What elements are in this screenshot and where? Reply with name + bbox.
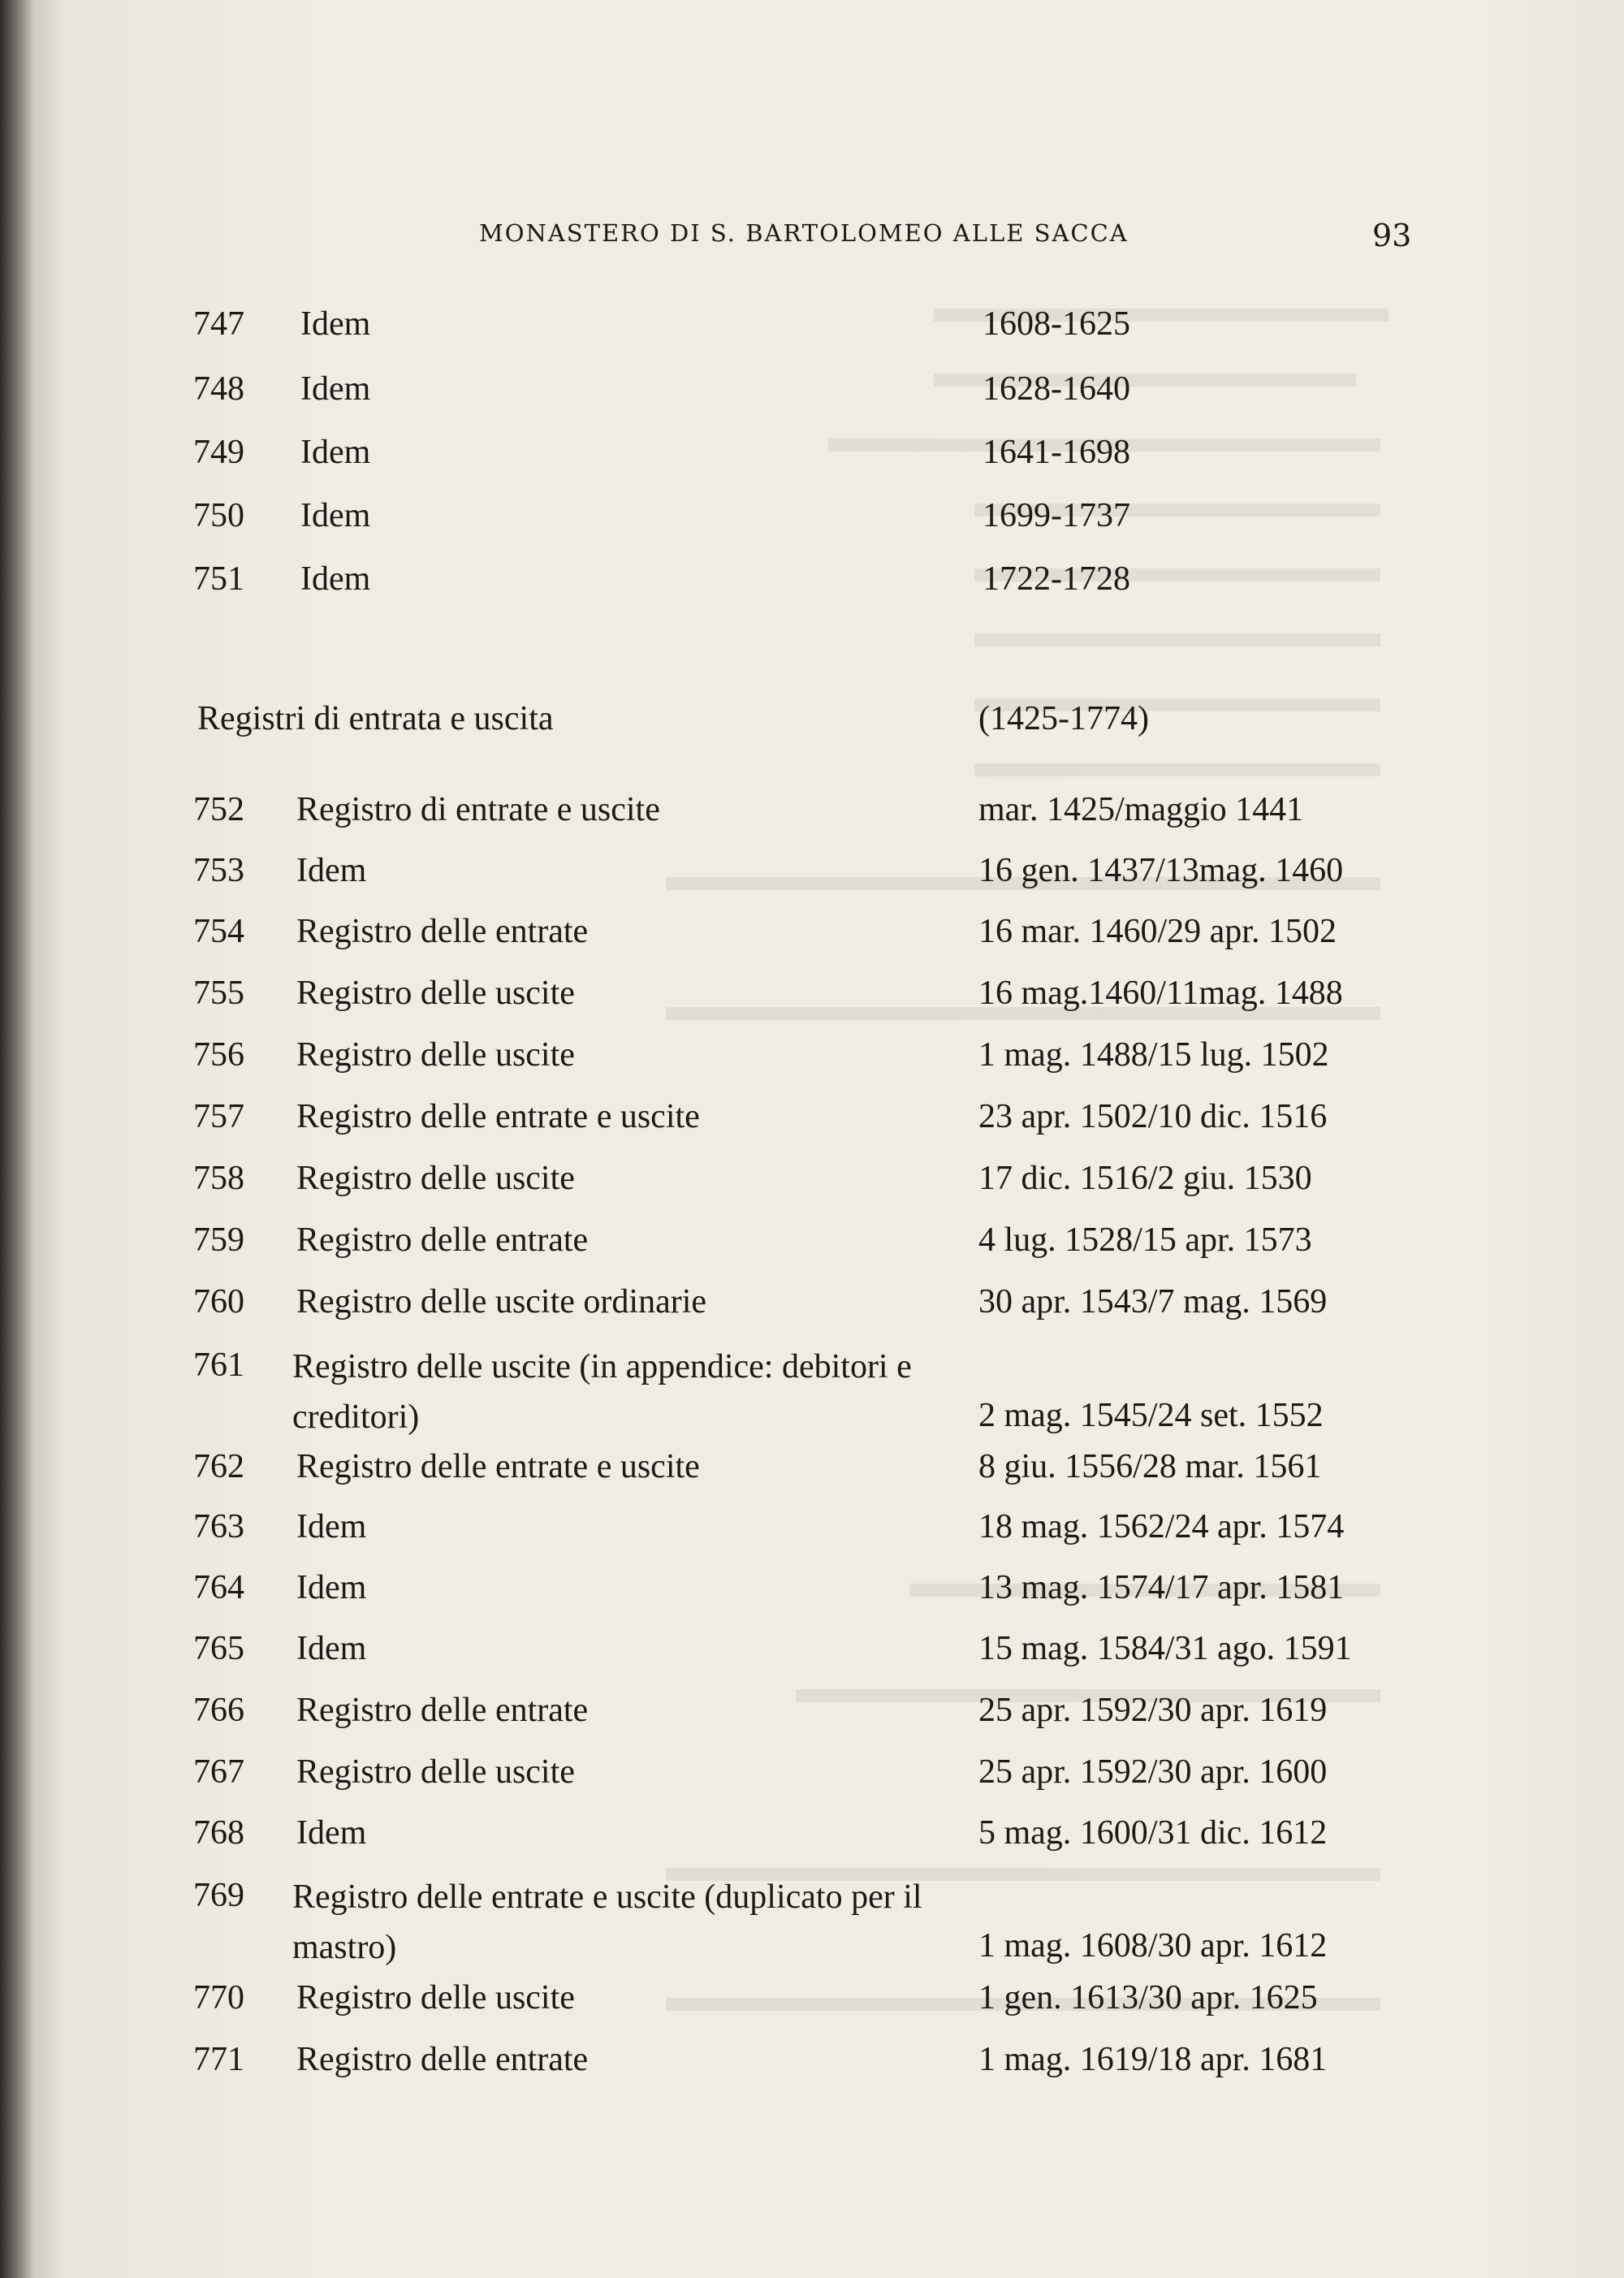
entry-date: 5 mag. 1600/31 dic. 1612 bbox=[978, 1814, 1328, 1852]
entry-description: Idem bbox=[300, 434, 371, 471]
entry-date: 16 gen. 1437/13mag. 1460 bbox=[978, 852, 1344, 889]
entry-description: Registro delle entrate bbox=[296, 1692, 589, 1729]
entry-description: Registro delle entrate e uscite (duplicato per il mastro) bbox=[292, 1878, 922, 1966]
entry-date: 25 apr. 1592/30 apr. 1619 bbox=[978, 1692, 1328, 1729]
entry-date: 23 apr. 1502/10 dic. 1516 bbox=[978, 1098, 1328, 1135]
entry-description: Registro delle entrate bbox=[296, 913, 589, 950]
entry-description: Registro delle uscite ordinarie bbox=[296, 1283, 707, 1321]
entry-description: Registro di entrate e uscite bbox=[296, 791, 660, 828]
entry-description: Registro delle entrate e uscite bbox=[296, 1448, 700, 1485]
entry-date: 1641-1698 bbox=[983, 434, 1130, 471]
entry-description: Registro delle uscite bbox=[296, 1160, 575, 1197]
entry-description: Registro delle uscite (in appendice: debitori e creditori) bbox=[292, 1348, 912, 1436]
entry-description: Idem bbox=[296, 1814, 367, 1852]
entry-number: 758 bbox=[193, 1160, 244, 1197]
entry-number: 756 bbox=[193, 1036, 244, 1074]
section-date-range: (1425-1774) bbox=[978, 700, 1149, 737]
entry-date: 17 dic. 1516/2 giu. 1530 bbox=[978, 1160, 1312, 1197]
page-number: 93 bbox=[1372, 218, 1412, 253]
entry-date: 4 lug. 1528/15 apr. 1573 bbox=[978, 1221, 1312, 1259]
entry-date: 25 apr. 1592/30 apr. 1600 bbox=[978, 1753, 1328, 1791]
entry-description: Idem bbox=[300, 370, 371, 408]
entry-description: Idem bbox=[300, 560, 371, 598]
entry-date: 1699-1737 bbox=[983, 497, 1130, 534]
entry-number: 753 bbox=[193, 852, 244, 889]
entry-description: Idem bbox=[296, 852, 367, 889]
entry-number: 766 bbox=[193, 1692, 244, 1729]
entry-number: 754 bbox=[193, 913, 244, 950]
entry-date: 13 mag. 1574/17 apr. 1581 bbox=[978, 1569, 1345, 1606]
entry-date: 30 apr. 1543/7 mag. 1569 bbox=[978, 1283, 1328, 1321]
entry-number: 764 bbox=[193, 1569, 244, 1606]
entry-date: 1 mag. 1619/18 apr. 1681 bbox=[978, 2041, 1328, 2078]
entry-number: 757 bbox=[193, 1098, 244, 1135]
entry-date: 1 mag. 1608/30 apr. 1612 bbox=[978, 1927, 1328, 1965]
entry-date: 16 mag.1460/11mag. 1488 bbox=[978, 975, 1343, 1012]
entry-number: 763 bbox=[193, 1508, 244, 1545]
entry-date: 1608-1625 bbox=[983, 305, 1130, 343]
entry-number: 752 bbox=[193, 791, 244, 828]
entry-date: 1628-1640 bbox=[983, 370, 1130, 408]
entry-description: Registro delle uscite bbox=[296, 1753, 575, 1791]
entry-number: 768 bbox=[193, 1814, 244, 1852]
entry-description: Idem bbox=[296, 1630, 367, 1667]
entry-number: 761 bbox=[193, 1346, 244, 1384]
entry-number: 771 bbox=[193, 2041, 244, 2078]
entry-date: 1 mag. 1488/15 lug. 1502 bbox=[978, 1036, 1329, 1074]
entry-number: 755 bbox=[193, 975, 244, 1012]
entry-number: 770 bbox=[193, 1979, 244, 2016]
entry-description: Idem bbox=[300, 305, 371, 343]
entry-number: 765 bbox=[193, 1630, 244, 1667]
section-title: Registri di entrata e uscita bbox=[197, 700, 554, 737]
entry-description: Registro delle uscite bbox=[296, 975, 575, 1012]
entry-number: 762 bbox=[193, 1448, 244, 1485]
entry-description: Registro delle uscite bbox=[296, 1036, 575, 1074]
entry-date: 1722-1728 bbox=[983, 560, 1130, 598]
entry-number: 751 bbox=[193, 560, 244, 598]
entry-date: 1 gen. 1613/30 apr. 1625 bbox=[978, 1979, 1318, 2016]
entry-date: 16 mar. 1460/29 apr. 1502 bbox=[978, 913, 1337, 950]
entry-description: Registro delle entrate bbox=[296, 1221, 589, 1259]
entry-number: 747 bbox=[193, 305, 244, 343]
running-head: MONASTERO DI S. BARTOLOMEO ALLE SACCA bbox=[479, 219, 1129, 247]
entry-date: 2 mag. 1545/24 set. 1552 bbox=[978, 1397, 1324, 1434]
entry-description: Idem bbox=[296, 1569, 367, 1606]
entry-date: 15 mag. 1584/31 ago. 1591 bbox=[978, 1630, 1352, 1667]
entry-date: 8 giu. 1556/28 mar. 1561 bbox=[978, 1448, 1322, 1485]
entry-number: 749 bbox=[193, 434, 244, 471]
entry-number: 750 bbox=[193, 497, 244, 534]
entry-number: 760 bbox=[193, 1283, 244, 1321]
entry-number: 759 bbox=[193, 1221, 244, 1259]
entry-date: mar. 1425/maggio 1441 bbox=[978, 791, 1304, 828]
entry-description: Idem bbox=[296, 1508, 367, 1545]
entry-description: Idem bbox=[300, 497, 371, 534]
entry-date: 18 mag. 1562/24 apr. 1574 bbox=[978, 1508, 1345, 1545]
entry-number: 767 bbox=[193, 1753, 244, 1791]
entry-description: Registro delle entrate bbox=[296, 2041, 589, 2078]
entry-description: Registro delle entrate e uscite bbox=[296, 1098, 700, 1135]
entry-number: 748 bbox=[193, 370, 244, 408]
entry-description: Registro delle uscite bbox=[296, 1979, 575, 2016]
entry-number: 769 bbox=[193, 1877, 244, 1914]
